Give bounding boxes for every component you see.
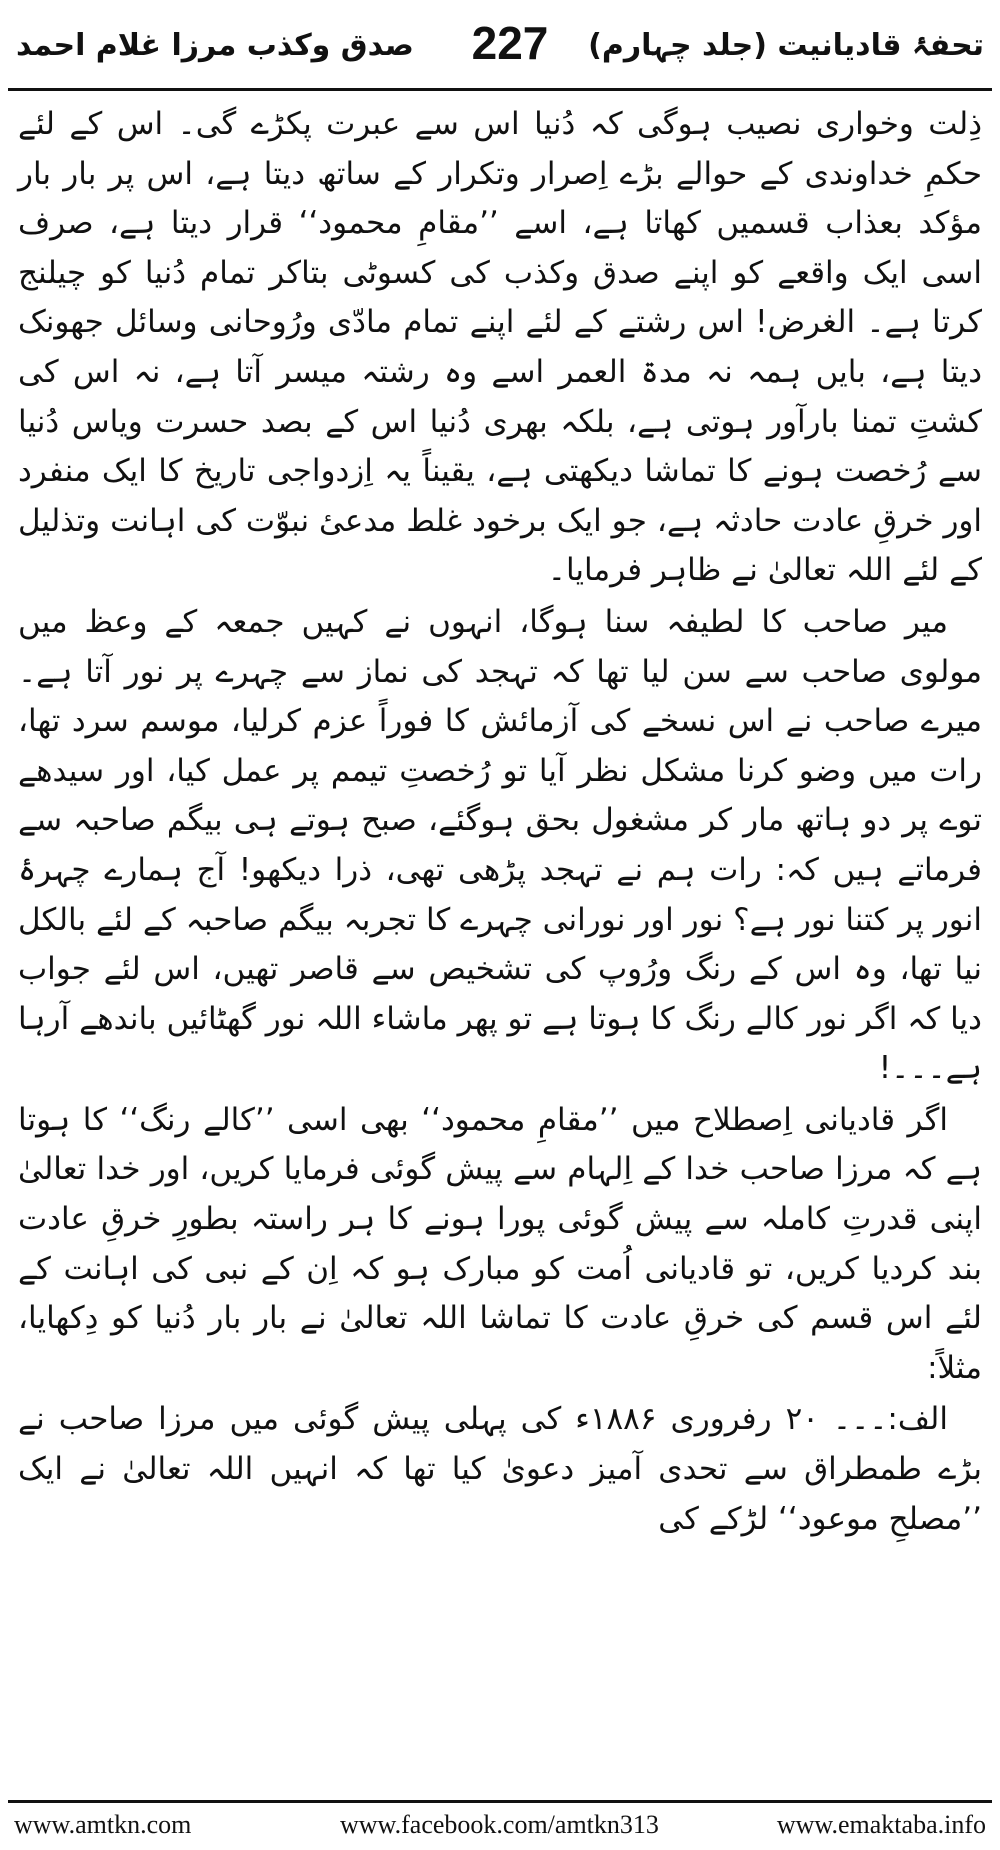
chapter-title: صدق وکذب مرزا غلام احمد <box>16 28 414 63</box>
paragraph-1: ذِلت وخواری نصیب ہوگی کہ دُنیا اس سے عبرت پکڑے گی۔ اس کے لئے حکمِ خداوندی کے حوالے بڑے اِصرار وتکرار کے ساتھ دیتا ہے، اس پر بار بار مؤکد بعذاب قسمیں کھاتا ہے، اسے ’’مقامِ محمود‘‘ قرار دیتا ہے، صرف اسی ایک واقعے کو اپنے صدق وکذب کی کسوٹی بتاکر تمام دُنیا کو چیلنج کرتا ہے۔ الغرض! اس رشتے کے لئے اپنے تمام مادّی ورُوحانی وسائل جھونک دیتا ہے، بایں ہمہ نہ مدۃ العمر اسے وہ رشتہ میسر آتا ہے، نہ اس کی کشتِ تمنا بارآور ہوتی ہے، بلکہ بھری دُنیا اس کے بصد حسرت ویاس دُنیا سے رُخصت ہونے کا تماشا دیکھتی ہے، یقیناً یہ اِزدواجی تاریخ کا ایک منفرد اور خرقِ عادت حادثہ ہے، جو ایک برخود غلط مدعیٔ نبوّت کی اہانت وتذلیل کے لئے اللہ تعالیٰ نے ظاہر فرمایا۔ <box>18 106 982 589</box>
page-header <box>10 8 990 88</box>
footer-link-facebook[interactable]: www.facebook.com/amtkn313 <box>340 1810 659 1839</box>
footer-link-emaktaba[interactable]: www.emaktaba.info <box>776 1810 986 1839</box>
page-number: 227 <box>471 17 549 69</box>
header-divider <box>8 88 992 91</box>
footer-link-amtkn[interactable]: www.amtkn.com <box>14 1810 192 1839</box>
page-footer <box>10 1808 990 1844</box>
book-title: تحفۂ قادیانیت (جلد چہارم) <box>588 28 984 63</box>
footer-divider <box>8 1800 992 1803</box>
paragraph-3: اگر قادیانی اِصطلاح میں ’’مقامِ محمود‘‘ بھی اسی ’’کالے رنگ‘‘ کا ہوتا ہے کہ مرزا صاحب خدا کے اِلہام سے پیش گوئی فرمایا کریں، اور خدا تعالیٰ اپنی قدرتِ کاملہ سے پیش گوئی پورا ہونے کا ہر راستہ بطورِ خرقِ عادت بند کردیا کریں، تو قادیانی اُمت کو مبارک ہو کہ اِن کے نبی کی اہانت کے لئے اس قسم کی خرقِ عادت کا تماشا اللہ تعالیٰ نے بار بار دُنیا کو دِکھایا، مثلاً: <box>18 1101 982 1386</box>
paragraph-4: الف:۔۔۔ ۲۰ رفروری ۱۸۸۶ء کی پہلی پیش گوئی میں مرزا صاحب نے بڑے طمطراق سے تحدی آمیز دعویٰ کیا تھا کہ انہیں اللہ تعالیٰ نے ایک ’’مصلحِ موعود‘‘ لڑکے کی <box>18 1401 982 1537</box>
paragraph-2: میر صاحب کا لطیفہ سنا ہوگا، انہوں نے کہیں جمعہ کے وعظ میں مولوی صاحب سے سن لیا تھا کہ تہجد کی نماز سے چہرے پر نور آتا ہے۔ میرے صاحب نے اس نسخے کی آزمائش کا فوراً عزم کرلیا، موسم سرد تھا، رات میں وضو کرنا مشکل نظر آیا تو رُخصتِ تیمم پر عمل کیا، اور سیدھے توے پر دو ہاتھ مار کر مشغول بحق ہوگئے، صبح ہوتے ہی بیگم صاحبہ سے فرماتے ہیں کہ: رات ہم نے تہجد پڑھی تھی، ذرا دیکھو! آج ہمارے چہرۂ انور پر کتنا نور ہے؟ نور اور نورانی چہرے کا تجربہ بیگم صاحبہ کے لئے بالکل نیا تھا، وہ اس کے رنگ ورُوپ کی تشخیص سے قاصر تھیں، اس لئے جواب دیا کہ اگر نور کالے رنگ کا ہوتا ہے تو پھر ماشاء اللہ نور گھٹائیں باندھے آرہا ہے۔۔۔! <box>18 603 982 1087</box>
body-text <box>18 100 982 1790</box>
